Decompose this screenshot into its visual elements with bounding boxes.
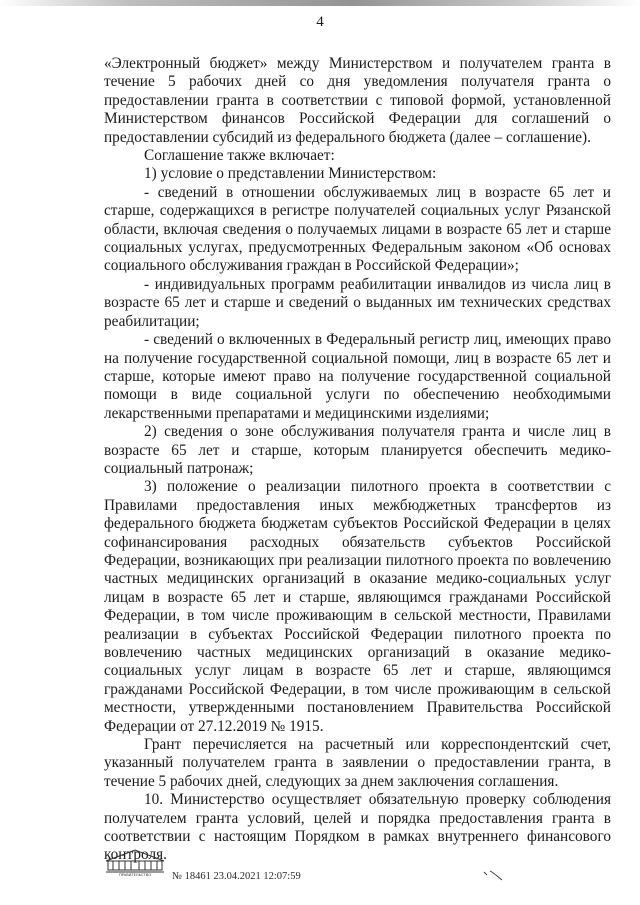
paragraph-3: 1) условие о представлении Министерством: <box>144 165 437 183</box>
document-body <box>104 55 611 865</box>
paragraph-7: 2) сведения о зоне обслуживания получателя гранта и числе лиц в возрасте 65 лет и старше, которым планируется обеспечить медико-социальный патронаж; <box>104 423 611 477</box>
paragraph-1: «Электронный бюджет» между Министерством и получателем гранта в течение 5 рабочих дней со дня уведомления получателя гранта о предоставлении гранта в соответствии с типовой формой, установленной Министерством финансов Российской Федерации для соглашений о предоставлении субсидий из федерального бюджета (далее – соглашение). <box>104 55 611 146</box>
paragraph-5: - индивидуальных программ реабилитации инвалидов из числа лиц в возрасте 65 лет и старше и сведений о выданных им технических средствах реабилитации; <box>104 275 611 330</box>
paragraph-6: - сведений о включенных в Федеральный регистр лиц, имеющих право на получение государственной социальной помощи, лиц в возрасте 65 лет и старше, которые имеют право на получение государственной социальной помощи в виде социальной услуги по обеспечению необходимыми лекарственными препаратами и медицинскими изделиями; <box>104 331 611 422</box>
government-building-stamp-icon <box>104 846 166 881</box>
handwritten-mark-icon <box>482 868 504 886</box>
paragraph-4: - сведений в отношении обслуживаемых лиц в возрасте 65 лет и старше, содержащихся в регистре получателей социальных услуг Рязанской области, включая сведения о получаемых лицами в возрасте 65 лет и старше социальных услугах, предусмотренных Федеральным законом «Об основах социального обслуживания граждан в Российской Федерации»; <box>104 183 611 275</box>
footer <box>104 846 611 886</box>
scan-top-edge <box>0 0 640 6</box>
paragraph-10: 10. Министерство осуществляет обязательную проверку соблюдения получателем гранта условий, целей и порядка предоставления гранта в соответствии с настоящим Порядком в рамках внутреннего финансового контроля. <box>104 791 611 864</box>
registration-number: № 18461 23.04.2021 12:07:59 <box>172 871 301 882</box>
page-number: 4 <box>316 14 324 30</box>
paragraph-9: Грант перечисляется на расчетный или корреспондентский счет, указанный получателем гранта в заявлении о предоставлении гранта, в течение 5 рабочих дней, следующих за днем заключения соглашения. <box>104 736 611 790</box>
paragraph-8: 3) положение о реализации пилотного проекта в соответствии с Правилами предоставления иных межбюджетных трансфертов из федерального бюджета бюджетам субъектов Российской Федерации в целях софинансирования расходных обязательств субъектов Российской Федерации, возникающих при реализации пилотного проекта по вовлечению частных медицинских организаций в оказание медико-социальных услуг лицам в возрасте 65 лет и старше, являющимся гражданами Российской Федерации, в том числе проживающим в сельской местности, Правилами реализации в субъектах Российской Федерации пилотного проекта по вовлечению частных медицинских организаций в оказание медико-социальных услуг лицам в возрасте 65 лет и старше, являющимся гражданами Российской Федерации, в том числе проживающим в сельской местности, утвержденными постановлением Правительства Российской Федерации от 27.12.2019 № 1915. <box>104 478 611 735</box>
paragraph-2: Соглашение также включает: <box>144 147 335 165</box>
stamp-caption: ПРАВИТЕЛЬСТВО <box>118 873 152 876</box>
